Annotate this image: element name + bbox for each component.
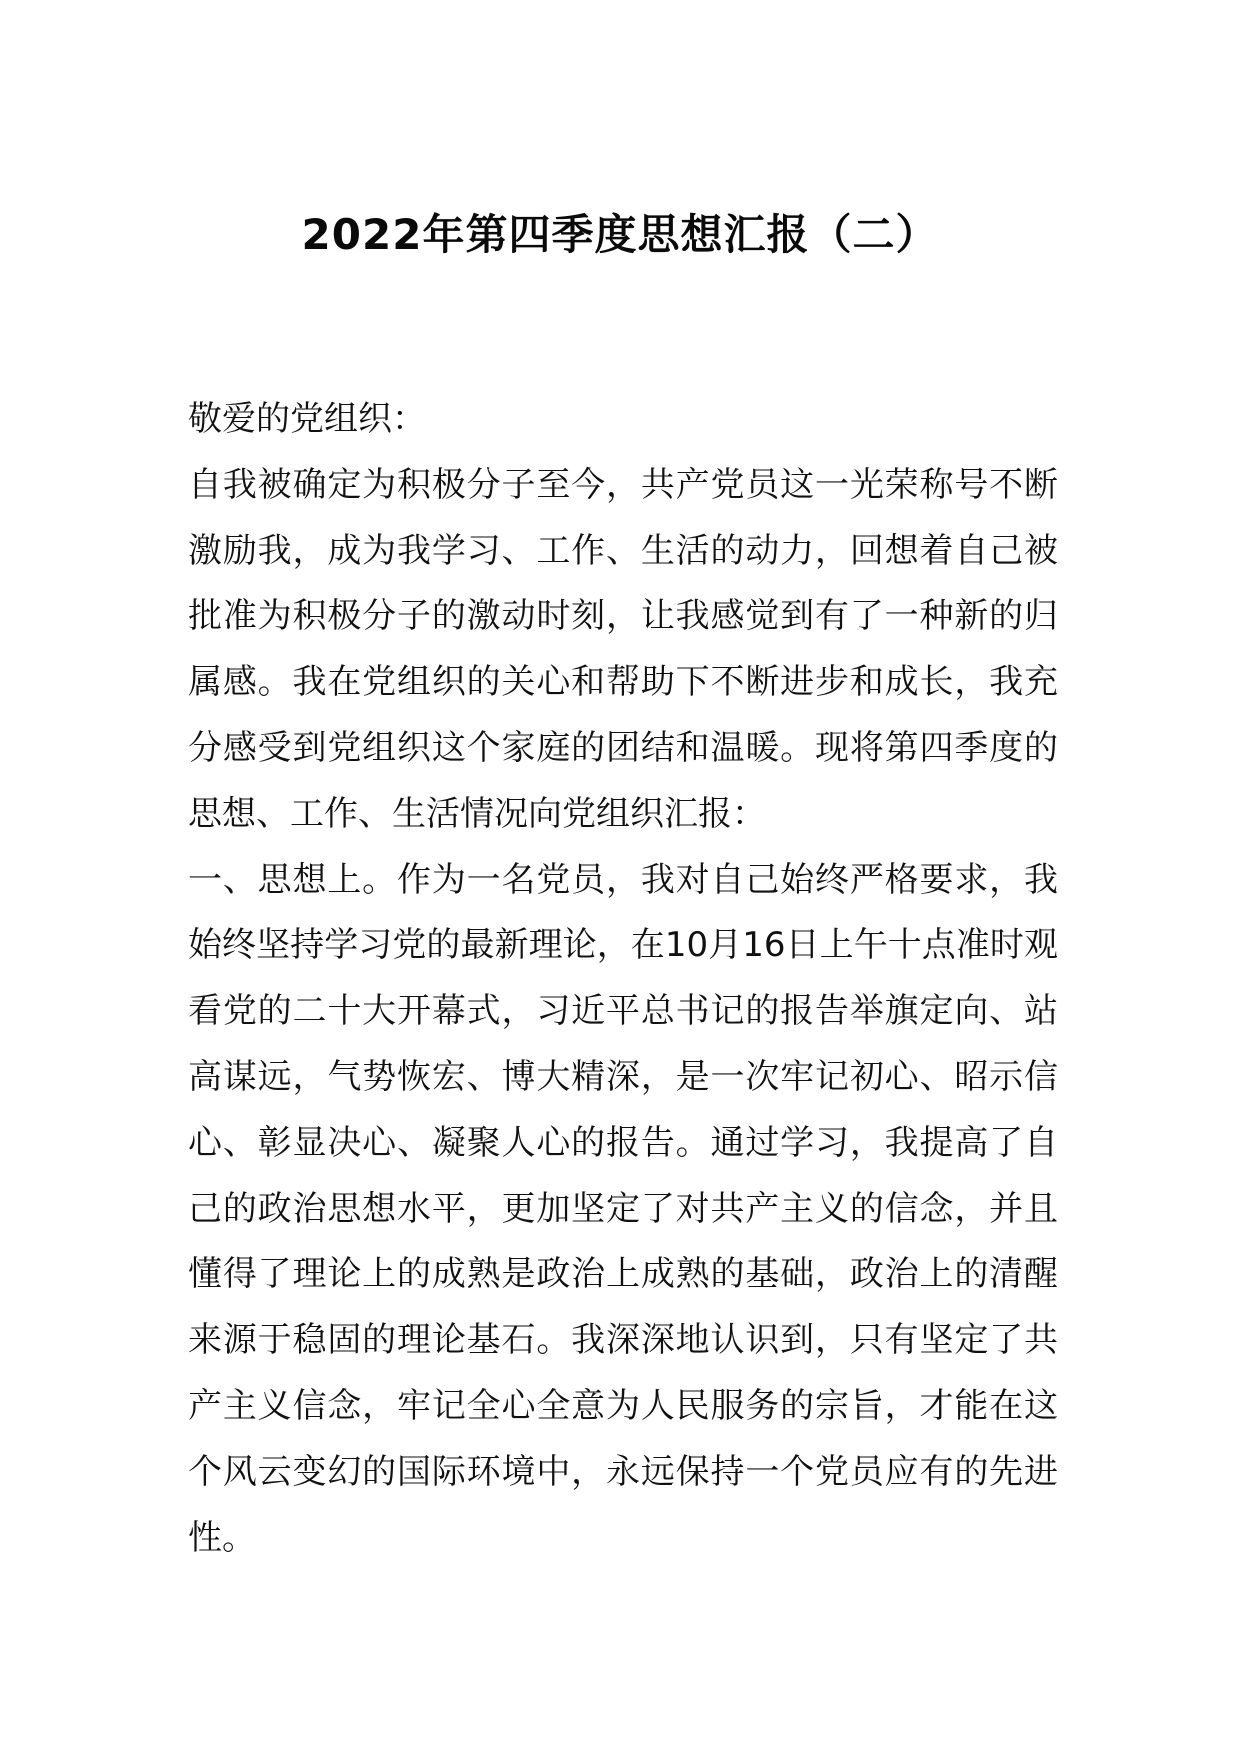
- body-line: 己的政治思想水平，更加坚定了对共产主义的信念，并且: [188, 1188, 1058, 1229]
- body-line: 性。: [188, 1517, 256, 1558]
- document-title: 2022年第四季度思想汇报（二）: [301, 210, 939, 259]
- body-line: 自我被确定为积极分子至今，共产党员这一光荣称号不断: [188, 464, 1058, 505]
- document-body: [188, 387, 1058, 1571]
- body-line: 来源于稳固的理论基石。我深深地认识到，只有坚定了共: [188, 1320, 1058, 1361]
- body-line: 批准为积极分子的激动时刻，让我感觉到有了一种新的归: [188, 596, 1058, 637]
- body-line: 懂得了理论上的成熟是政治上成熟的基础，政治上的清醒: [188, 1254, 1058, 1295]
- salutation-line: 敬爱的党组织：: [188, 399, 426, 439]
- body-line: 产主义信念，牢记全心全意为人民服务的宗旨，才能在这: [188, 1385, 1058, 1426]
- body-line: 激励我，成为我学习、工作、生活的动力，回想着自己被: [188, 530, 1058, 571]
- body-line: 高谋远，气势恢宏、博大精深，是一次牢记初心、昭示信: [188, 1056, 1058, 1097]
- body-line: 分感受到党组织这个家庭的团结和温暖。现将第四季度的: [188, 727, 1058, 768]
- body-line: 个风云变幻的国际环境中，永远保持一个党员应有的先进: [188, 1451, 1058, 1492]
- body-line: 一、思想上。作为一名党员，我对自己始终严格要求，我: [188, 859, 1058, 900]
- body-line: 心、彰显决心、凝聚人心的报告。通过学习，我提高了自: [188, 1122, 1058, 1163]
- body-line: 思想、工作、生活情况向党组织汇报：: [188, 793, 766, 834]
- body-line: 始终坚持学习党的最新理论，在10月16日上午十点准时观: [188, 925, 1058, 966]
- body-line: 属感。我在党组织的关心和帮助下不断进步和成长，我充: [188, 662, 1058, 703]
- body-line: 看党的二十大开幕式，习近平总书记的报告举旗定向、站: [188, 991, 1058, 1032]
